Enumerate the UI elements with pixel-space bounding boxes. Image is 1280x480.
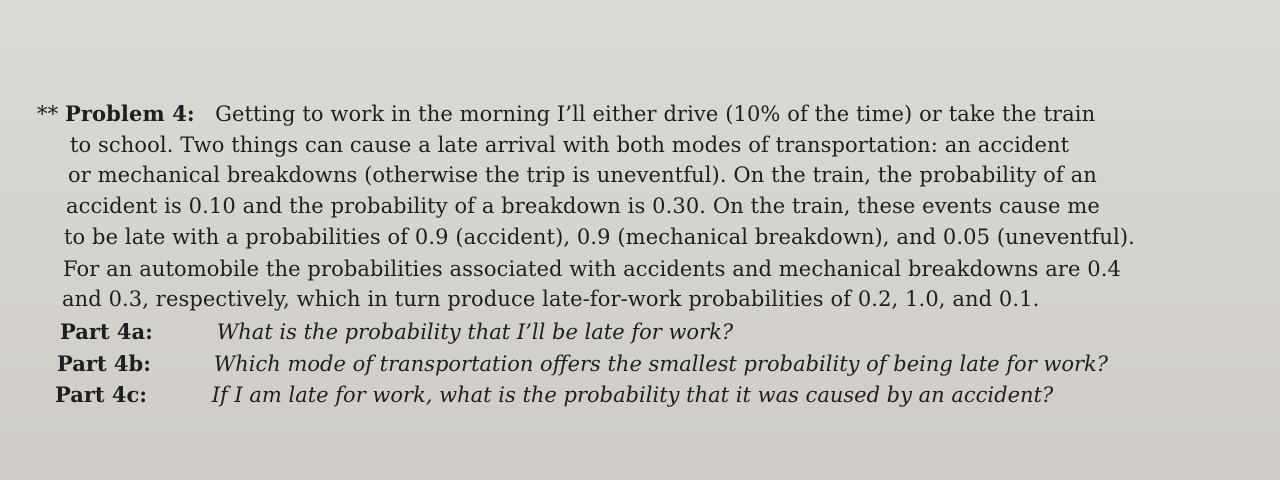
- problem-text-line-6: For an automobile the probabilities associated with accidents and mechanical breakdowns are 0.4: [63, 257, 1121, 281]
- difficulty-stars: **: [37, 102, 59, 126]
- problem-text-line-1: Getting to work in the morning I’ll either drive (10% of the time) or take the train: [215, 102, 1096, 126]
- problem-text-line-2: to school. Two things can cause a late arrival with both modes of transportation: an accident: [70, 133, 1070, 157]
- problem-text-line-4: accident is 0.10 and the probability of a breakdown is 0.30. On the train, these events cause me: [66, 194, 1100, 218]
- part-question: If I am late for work, what is the probability that it was caused by an accident?: [211, 383, 1054, 407]
- part-label: Part 4c:: [55, 382, 148, 407]
- part-question: What is the probability that I’ll be late for work?: [216, 320, 734, 344]
- problem-text-line-5: to be late with a probabilities of 0.9 (accident), 0.9 (mechanical breakdown), and 0.05 (uneventful).: [64, 225, 1135, 249]
- problem-text-line-7: and 0.3, respectively, which in turn produce late-for-work probabilities of 0.2, 1.0, and 0.1.: [62, 287, 1040, 311]
- part-question: Which mode of transportation offers the smallest probability of being late for work?: [213, 352, 1109, 376]
- problem-label: Problem 4:: [64, 101, 195, 126]
- part-label: Part 4a:: [60, 319, 153, 344]
- part-4c: [55, 382, 1053, 408]
- problem-text-line-3: or mechanical breakdowns (otherwise the trip is uneventful). On the train, the probability of an: [68, 163, 1097, 187]
- part-4b: [57, 351, 1108, 377]
- part-4a: [60, 319, 733, 345]
- part-label: Part 4b:: [57, 351, 151, 376]
- problem-first-line: [37, 101, 1095, 127]
